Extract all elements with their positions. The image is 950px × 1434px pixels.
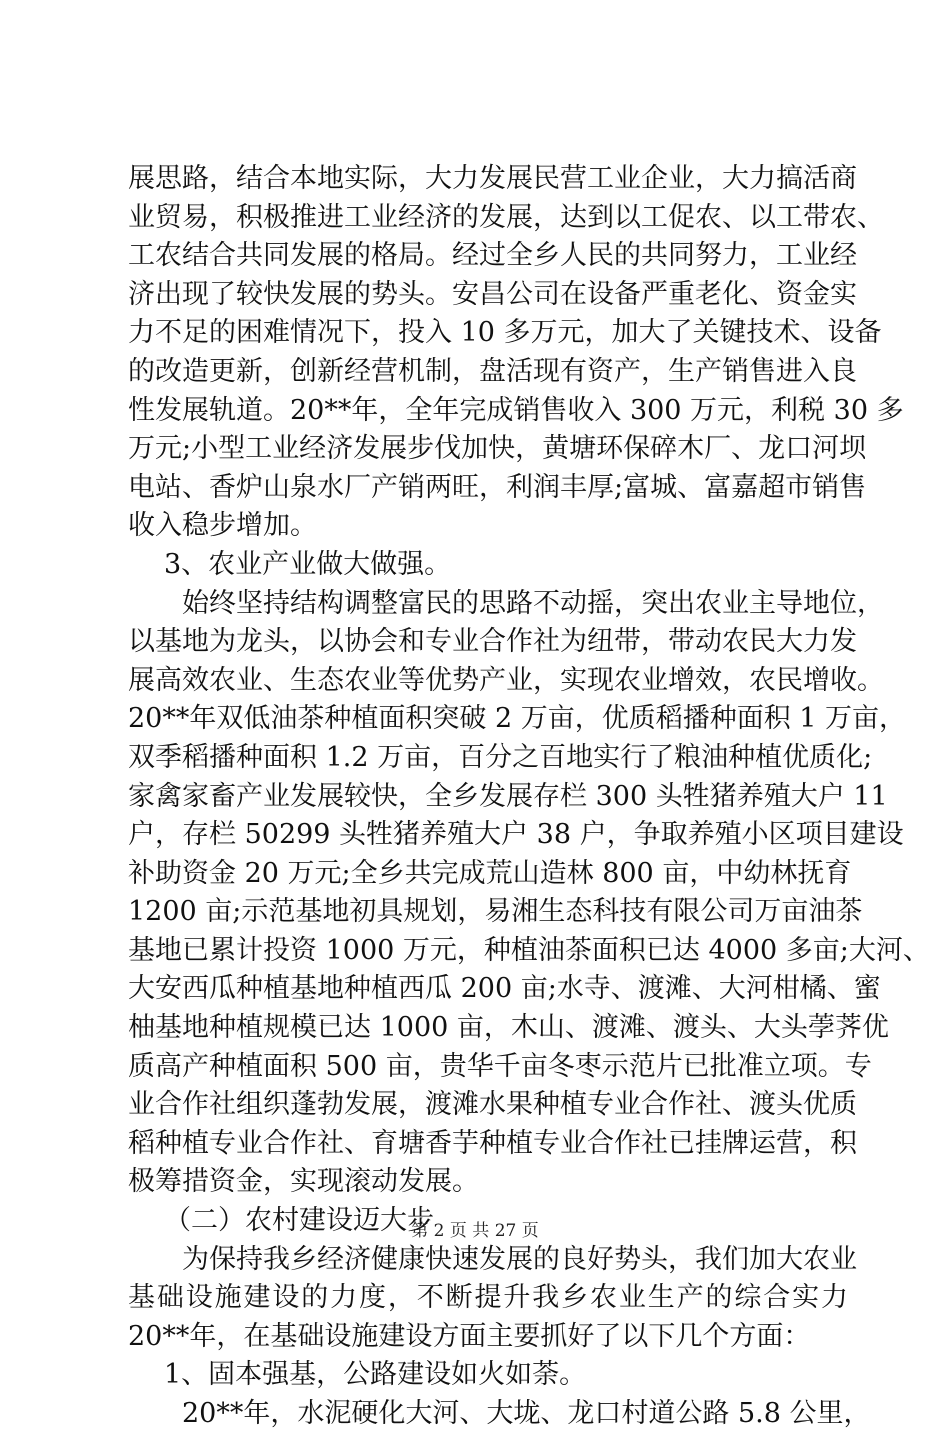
paragraph-line: 电站、香炉山泉水厂产销两旺，利润丰厚;富城、富嘉超市销售 <box>128 471 867 503</box>
paragraph-line: 始终坚持结构调整富民的思路不动摇，突出农业主导地位， <box>182 587 884 619</box>
paragraph-line: 收入稳步增加。 <box>128 510 317 542</box>
paragraph-line: 20**年，水泥硬化大河、大垅、龙口村道公路 5.8 公里， <box>182 1398 871 1429</box>
paragraph-line: 工农结合共同发展的格局。经过全乡人民的共同努力，工业经 <box>128 240 857 272</box>
paragraph-line: 万元;小型工业经济发展步伐加快，黄塘环保碎木厂、龙口河坝 <box>128 433 867 465</box>
paragraph-line: 力不足的困难情况下，投入 10 多万元，加大了关键技术、设备 <box>128 317 882 349</box>
paragraph-line: 为保持我乡经济健康快速发展的良好势头，我们加大农业 <box>182 1243 857 1275</box>
document-body <box>128 160 930 1434</box>
paragraph-line: 大安西瓜种植基地种植西瓜 200 亩;水寺、渡滩、大河柑橘、蜜 <box>128 973 881 1005</box>
paragraph-line: 展高效农业、生态农业等优势产业，实现农业增效，农民增收。 <box>128 664 884 696</box>
paragraph-line: 以基地为龙头，以协会和专业合作社为纽带，带动农民大力发 <box>128 626 857 658</box>
section-heading: 1、固本强基，公路建设如火如荼。 <box>164 1359 587 1391</box>
page-footer: 第 2 页 共 27 页 <box>411 1221 539 1241</box>
paragraph-line: 家禽家畜产业发展较快，全乡发展存栏 300 头牲猪养殖大户 11 <box>128 780 888 812</box>
paragraph-line: 基地已累计投资 1000 万元，种植油茶面积已达 4000 多亩;大河、 <box>128 934 930 966</box>
paragraph-line: 展思路，结合本地实际，大力发展民营工业企业，大力搞活商 <box>128 163 857 194</box>
paragraph-line: 柚基地种植规模已达 1000 亩，木山、渡滩、渡头、大头荸荠优 <box>128 1012 889 1044</box>
section-heading: （二）农村建设迈大步 <box>164 1205 434 1237</box>
paragraph-line: 20**年，在基础设施建设方面主要抓好了以下几个方面： <box>128 1320 811 1352</box>
paragraph-line: 20**年双低油茶种植面积突破 2 万亩，优质稻播种面积 1 万亩， <box>128 703 907 735</box>
paragraph-line: 业合作社组织蓬勃发展，渡滩水果种植专业合作社、渡头优质 <box>128 1089 857 1121</box>
paragraph-line: 1200 亩;示范基地初具规划，易湘生态科技有限公司万亩油茶 <box>128 896 863 928</box>
paragraph-line: 户，存栏 50299 头牲猪养殖大户 38 户，争取养殖小区项目建设 <box>128 819 904 851</box>
paragraph-line: 济出现了较快发展的势头。安昌公司在设备严重老化、资金实 <box>128 278 857 310</box>
section-heading: 3、农业产业做大做强。 <box>164 548 452 580</box>
paragraph-line: 基础设施建设的力度，不断提升我乡农业生产的综合实力 <box>128 1282 848 1314</box>
paragraph-line: 质高产种植面积 500 亩，贵华千亩冬枣示范片已批准立项。专 <box>128 1050 872 1082</box>
paragraph-line: 的改造更新，创新经营机制，盘活现有资产，生产销售进入良 <box>128 355 857 387</box>
paragraph-line: 补助资金 20 万元;全乡共完成荒山造林 800 亩，中幼林抚育 <box>128 857 852 889</box>
paragraph-line: 业贸易，积极推进工业经济的发展，达到以工促农、以工带农、 <box>128 201 884 233</box>
paragraph-line: 稻种植专业合作社、育塘香芋种植专业合作社已挂牌运营，积 <box>128 1127 857 1159</box>
paragraph-line: 极筹措资金，实现滚动发展。 <box>128 1166 479 1198</box>
paragraph-line: 性发展轨道。20**年，全年完成销售收入 300 万元，利税 30 多 <box>128 394 904 426</box>
paragraph-line: 双季稻播种面积 1.2 万亩，百分之百地实行了粮油种植优质化; <box>128 741 873 773</box>
